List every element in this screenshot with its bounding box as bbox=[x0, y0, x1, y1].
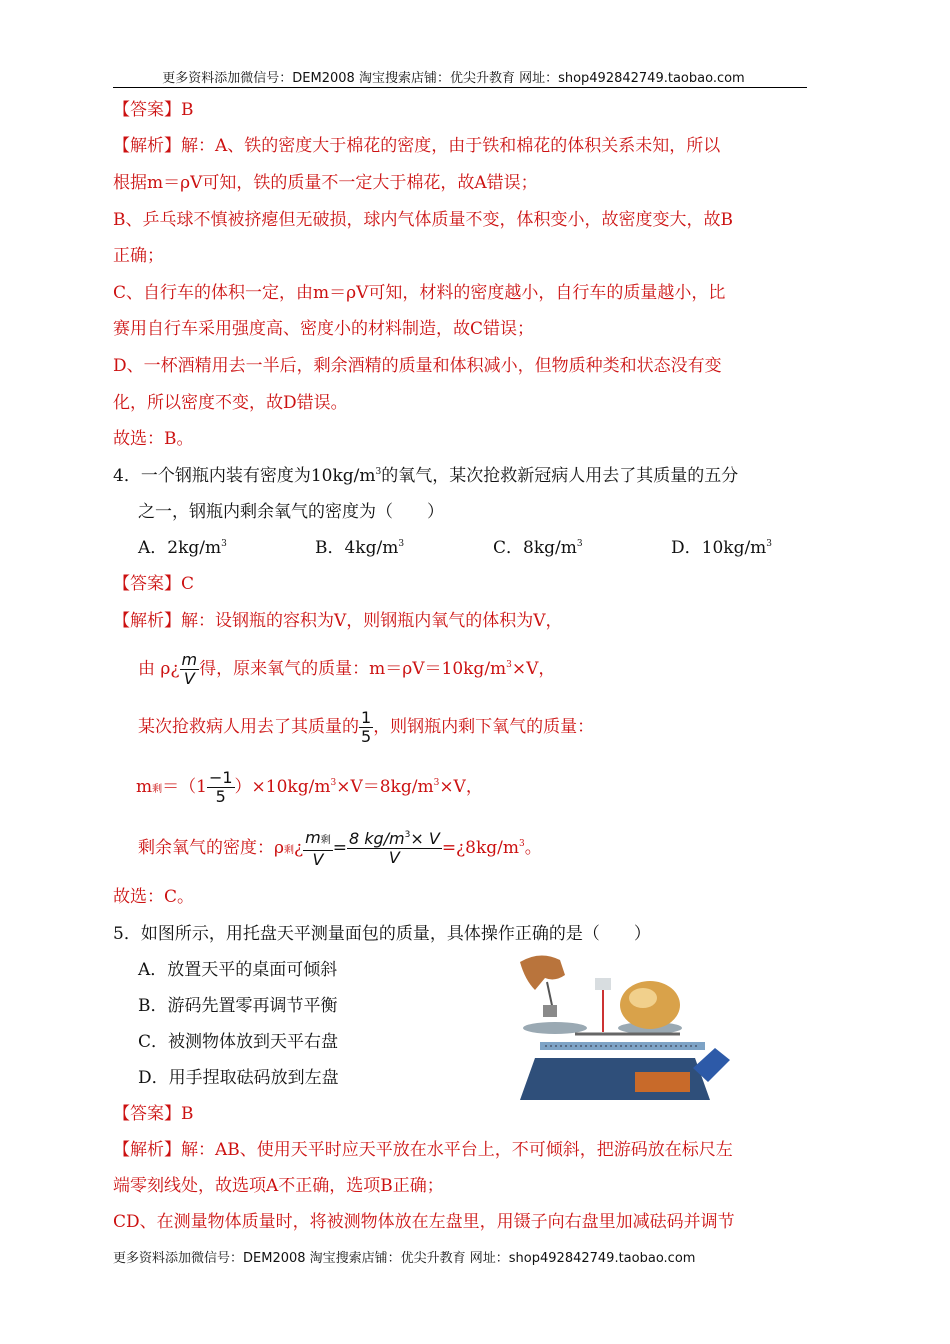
q3-analysis-line: 正确； bbox=[113, 246, 164, 266]
q4-exponent: 3 bbox=[375, 467, 382, 477]
header-divider bbox=[113, 87, 807, 88]
q3-analysis-line: 化，所以密度不变，故D错误。 bbox=[113, 393, 348, 413]
q4-option-c: C．$8kg/m^3$ bbox=[493, 538, 583, 558]
q4-stem-text: 的氧气，某次抢救新冠病人用去了其质量的五分 bbox=[381, 466, 739, 486]
q5-option-d: D．用手捏取砝码放到左盘 bbox=[138, 1068, 339, 1088]
q5-answer: 【答案】B bbox=[113, 1104, 194, 1124]
left-pan bbox=[523, 1022, 587, 1034]
q4-option-a: A．$2kg/m^3$ bbox=[138, 538, 227, 558]
q3-choice: 故选：B。 bbox=[113, 429, 194, 449]
q4-option-d: D．$10kg/m^3$ bbox=[671, 538, 773, 558]
weight-icon bbox=[543, 1005, 557, 1017]
balance-scale-illustration bbox=[515, 950, 735, 1110]
hand-icon bbox=[520, 955, 565, 990]
page-footer: 更多资料添加微信号：DEM2008 淘宝搜索店铺：优尖升教育 网址：shop492842749.taobao.com bbox=[113, 1251, 696, 1266]
q4-remaining-mass: m剩＝（1 $\frac{-1}{5}$ ）$\times 10kg/m^3\times V=8kg/m^3\times V$， bbox=[136, 768, 483, 806]
q3-analysis-line: D、一杯酒精用去一半后，剩余酒精的质量和体积减小，但物质种类和状态没有变 bbox=[113, 356, 722, 376]
q4-fraction-used: 某次抢救病人用去了其质量的 $\frac{1}{5}$ ，则钢瓶内剩下氧气的质量： bbox=[138, 708, 595, 746]
q3-analysis-line: 【解析】解：A、铁的密度大于棉花的密度，由于铁和棉花的体积关系未知，所以 bbox=[113, 136, 721, 156]
q4-stem-line: 之一，钢瓶内剩余氧气的密度为（ ） bbox=[138, 502, 444, 522]
q5-analysis-line: 端零刻线处，故选项A不正确，选项B正确； bbox=[113, 1176, 444, 1196]
q4-answer: 【答案】C bbox=[113, 574, 195, 594]
q4-analysis-line: 【解析】解：设钢瓶的容积为V，则钢瓶内氧气的体积为V， bbox=[113, 611, 563, 631]
q3-answer: 【答案】B bbox=[113, 100, 194, 120]
q4-formula-density: 由 ρ¿ $\frac{m}{V}$ 得，原来氧气的质量：$m=\rho V=10kg/m^3\times V$， bbox=[138, 650, 556, 688]
q3-analysis-line: C、自行车的体积一定，由m＝ρV可知，材料的密度越小，自行车的质量越小，比 bbox=[113, 283, 726, 303]
page-header: 更多资料添加微信号：DEM2008 淘宝搜索店铺：优尖升教育 网址：shop492842749.taobao.com bbox=[162, 71, 745, 86]
q5-stem: 5．如图所示，用托盘天平测量面包的质量，具体操作正确的是（ ） bbox=[113, 924, 651, 944]
q5-option-c: C．被测物体放到天平右盘 bbox=[138, 1032, 339, 1052]
q4-option-b: B．$4kg/m^3$ bbox=[315, 538, 405, 558]
q5-option-b: B．游码先置零再调节平衡 bbox=[138, 996, 338, 1016]
q4-stem-line bbox=[113, 466, 738, 486]
q3-analysis-line: 赛用自行车采用强度高、密度小的材料制造，故C错误； bbox=[113, 319, 535, 339]
q5-option-a: A．放置天平的桌面可倾斜 bbox=[138, 960, 338, 980]
q3-analysis-line: B、乒乓球不慎被挤瘪但无破损，球内气体质量不变，体积变小，故密度变大，故B bbox=[113, 210, 733, 230]
q4-remaining-density: 剩余氧气的密度：ρ剩¿ $\frac{\text{m剩}}{V}$ = $\frac{8 kg/m^3\times V}{V}$ $=¿8kg/m^3$。 bbox=[138, 827, 542, 869]
q5-analysis-line: CD、在测量物体质量时，将被测物体放在左盘里，用镊子向右盘里加减砝码并调节 bbox=[113, 1212, 735, 1232]
q4-choice: 故选：C。 bbox=[113, 887, 195, 907]
q5-analysis-line: 【解析】解：AB、使用天平时应天平放在水平台上，不可倾斜，把游码放在标尺左 bbox=[113, 1140, 733, 1160]
q3-analysis-line: 根据m＝ρV可知，铁的质量不一定大于棉花，故A错误； bbox=[113, 173, 538, 193]
q4-stem-text: 4．一个钢瓶内装有密度为10kg/m bbox=[113, 466, 376, 486]
